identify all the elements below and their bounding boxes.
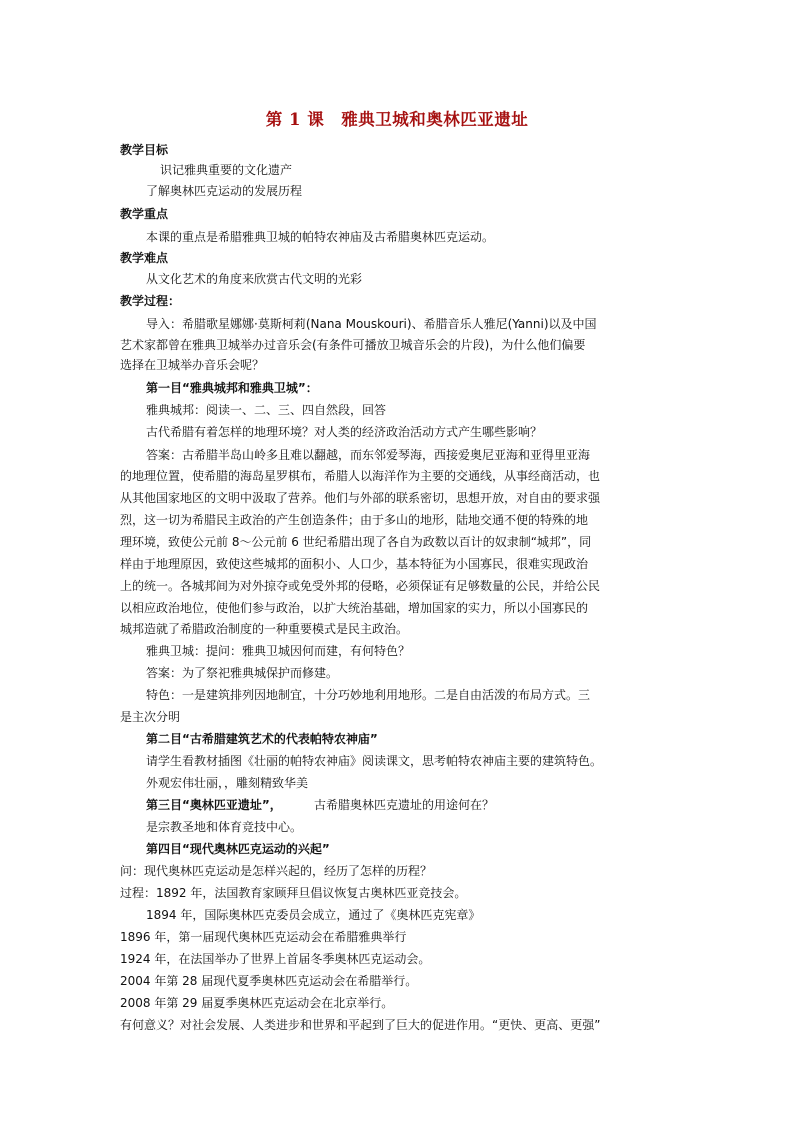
timeline-line: 1924 年，在法国举办了世界上首届冬季奥林匹克运动会。 [120, 952, 431, 966]
paragraph-line: 外观宏伟壮丽，，雕刻精致华美 [146, 776, 309, 790]
paragraph-line: 理环境，致使公元前 8～公元前 6 世纪希腊出现了各自为政数以百计的奴隶制“城邦”，同 [120, 535, 592, 549]
lesson-title: 第 1 课 雅典卫城和奥林匹亚遗址 [265, 110, 529, 129]
paragraph-line: 请学生看教材插图《壮丽的帕特农神庙》阅读课文，思考帕特农神庙主要的建筑特色。 [146, 754, 603, 768]
timeline-line: 1896 年，第一届现代奥林匹克运动会在希腊雅典举行 [120, 930, 407, 944]
paragraph-line: 雅典卫城：提问：雅典卫城因何而建，有何特色？ [146, 644, 411, 658]
section-heading-process: 教学过程： [120, 294, 181, 308]
paragraph-line: 烈，这一切为希腊民主政治的产生创造条件；由于多山的地形，陆地交通不便的特殊的地 [120, 513, 589, 527]
objective-line: 识记雅典重要的文化遗产 [160, 163, 293, 177]
paragraph-line: 本课的重点是希腊雅典卫城的帕特农神庙及古希腊奥林匹克运动。 [146, 230, 495, 244]
paragraph-line: 雅典城邦：阅读一、二、三、四自然段，回答 [146, 403, 387, 417]
section-heading-objectives: 教学目标 [120, 143, 169, 157]
paragraph-line: 是主次分明 [120, 710, 181, 724]
section-heading-focus: 教学重点 [120, 207, 169, 221]
paragraph-line: 艺术家都曾在雅典卫城举办过音乐会(有条件可播放卫城音乐会的片段)，为什么他们偏要 [120, 338, 586, 352]
objective-line: 了解奥林匹克运动的发展历程 [146, 184, 303, 198]
paragraph-line: 问：现代奥林匹克运动是怎样兴起的，经历了怎样的历程？ [120, 864, 433, 878]
paragraph-line: 城邦造就了希腊政治制度的一种重要模式是民主政治。 [120, 622, 409, 636]
paragraph-line: 选择在卫城举办音乐会呢？ [120, 358, 265, 372]
paragraph-line: 样由于地理原因，致使这些城邦的面积小、人口少，基本特征为小国寡民，很难实现政治 [120, 557, 589, 571]
section-heading-difficulty: 教学难点 [120, 251, 169, 265]
paragraph-line: 特色：一是建筑排列因地制宜，十分巧妙地利用地形。二是自由活泼的布局方式。三 [146, 688, 591, 702]
subsection-heading: 第三目“奥林匹亚遗址”， [146, 798, 282, 812]
subsection-heading: 第一目“雅典城邦和雅典卫城”： [146, 381, 318, 395]
paragraph-line: 的地理位置，使希腊的海岛星罗棋布，希腊人以海洋作为主要的交通线，从事经商活动，也 [120, 469, 601, 483]
paragraph-line: 答案：古希腊半岛山岭多且难以翻越，而东邻爱琴海，西接爱奥尼亚海和亚得里亚海 [146, 448, 591, 462]
paragraph-line: 从文化艺术的角度来欣赏古代文明的光彩 [146, 272, 363, 286]
paragraph-line: 答案：为了祭祀雅典城保护而修建。 [146, 666, 339, 680]
paragraph-line: 以相应政治地位，使他们参与政治，以扩大统治基础，增加国家的实力，所以小国寡民的 [120, 601, 589, 615]
subsection-heading: 第二目“古希腊建筑艺术的代表帕特农神庙” [146, 732, 378, 746]
paragraph-line: 是宗教圣地和体育竞技中心。 [146, 820, 303, 834]
paragraph-line: 从其他国家地区的文明中汲取了营养。他们与外部的联系密切，思想开放，对自由的要求强 [120, 491, 601, 505]
paragraph-line: 古代希腊有着怎样的地理环境？对人类的经济政治活动方式产生哪些影响？ [146, 425, 543, 439]
timeline-line: 2004 年第 28 届现代夏季奥林匹克运动会在希腊举行。 [120, 974, 418, 988]
timeline-line: 过程：1892 年，法国教育家顾拜旦倡议恢复古奥林匹亚竞技会。 [120, 886, 467, 900]
timeline-line: 2008 年第 29 届夏季奥林匹克运动会在北京举行。 [120, 996, 394, 1010]
paragraph-line: 导入：希腊歌星娜娜·莫斯柯莉(Nana Mouskouri)、希腊音乐人雅尼(Yanni)以及中国 [146, 317, 597, 331]
timeline-line: 1894 年，国际奥林匹克委员会成立，通过了《奥林匹克宪章》 [146, 908, 481, 922]
subsection-heading: 第四目“现代奥林匹克运动的兴起” [146, 842, 330, 856]
paragraph-line: 有何意义？对社会发展、人类进步和世界和平起到了巨大的促进作用。“更快、更高、更强” [120, 1018, 601, 1032]
paragraph-line: 上的统一。各城邦间为对外掠夺或免受外邦的侵略，必须保证有足够数量的公民，并给公民 [120, 579, 601, 593]
paragraph-line: 古希腊奥林匹克遗址的用途何在？ [314, 798, 495, 812]
